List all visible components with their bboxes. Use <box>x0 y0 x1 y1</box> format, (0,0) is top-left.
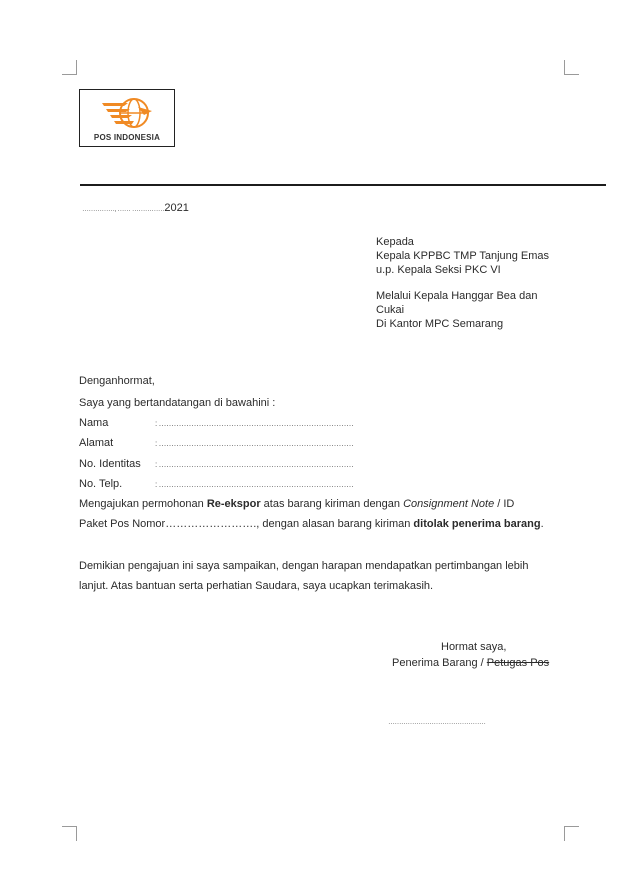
request-line-1 <box>79 498 514 510</box>
request-text: atas barang kiriman dengan <box>260 498 404 510</box>
closing-line-1: Demikian pengajuan ini saya sampaikan, dengan harapan mendapatkan pertimbangan lebih <box>79 560 529 572</box>
signature-line: ……………………………………… <box>388 719 486 726</box>
crop-mark-bottom-left <box>62 826 77 841</box>
signature-role-struck: Petugas Pos <box>486 657 550 669</box>
crop-mark-bottom-right <box>564 826 579 841</box>
request-text: Paket Pos Nomor……………………., dengan alasan barang kiriman <box>79 518 414 530</box>
field-label: No. Identitas <box>79 458 141 470</box>
signature-role-text: Penerima Barang / <box>392 657 487 669</box>
crop-mark-top-right <box>564 60 579 75</box>
request-reason: ditolak penerima barang <box>413 518 541 530</box>
recipient-line-6: Di Kantor MPC Semarang <box>376 318 504 330</box>
recipient-line-1: Kepada <box>376 236 414 248</box>
field-label: No. Telp. <box>79 478 123 490</box>
letterhead-divider <box>80 184 606 186</box>
pos-indonesia-eagle-globe-icon <box>98 93 158 133</box>
field-value: : …………………………………………………………………… <box>155 480 354 489</box>
greeting: Denganhormat, <box>79 375 155 387</box>
field-value: : …………………………………………………………………… <box>155 419 354 428</box>
field-label: Alamat <box>79 437 114 449</box>
recipient-line-3: u.p. Kepala Seksi PKC VI <box>376 264 501 276</box>
signature-role <box>392 657 549 669</box>
pos-indonesia-logo <box>79 89 175 147</box>
date-line <box>82 202 189 214</box>
request-consignment-note: Consignment Note <box>403 498 495 510</box>
request-text: / ID <box>494 498 515 510</box>
field-value: : …………………………………………………………………… <box>155 439 354 448</box>
request-text: . <box>540 518 544 530</box>
closing-line-2: lanjut. Atas bantuan serta perhatian Saudara, saya ucapkan terimakasih. <box>79 580 434 592</box>
field-label: Nama <box>79 417 109 429</box>
crop-mark-top-left <box>62 60 77 75</box>
field-value: : …………………………………………………………………… <box>155 460 354 469</box>
date-dots: ……………, …… …………… <box>82 206 165 213</box>
request-line-2 <box>79 518 544 530</box>
logo-text: POS INDONESIA <box>93 133 161 142</box>
recipient-line-4: Melalui Kepala Hanggar Bea dan <box>376 290 538 302</box>
date-year: 2021 <box>164 202 189 214</box>
intro-text: Saya yang bertandatangan di bawahini : <box>79 397 276 409</box>
recipient-line-5: Cukai <box>376 304 405 316</box>
signature-regards: Hormat saya, <box>441 641 507 653</box>
recipient-line-2: Kepala KPPBC TMP Tanjung Emas <box>376 250 550 262</box>
request-text: Mengajukan permohonan <box>79 498 207 510</box>
request-reekspor: Re-ekspor <box>206 498 261 510</box>
